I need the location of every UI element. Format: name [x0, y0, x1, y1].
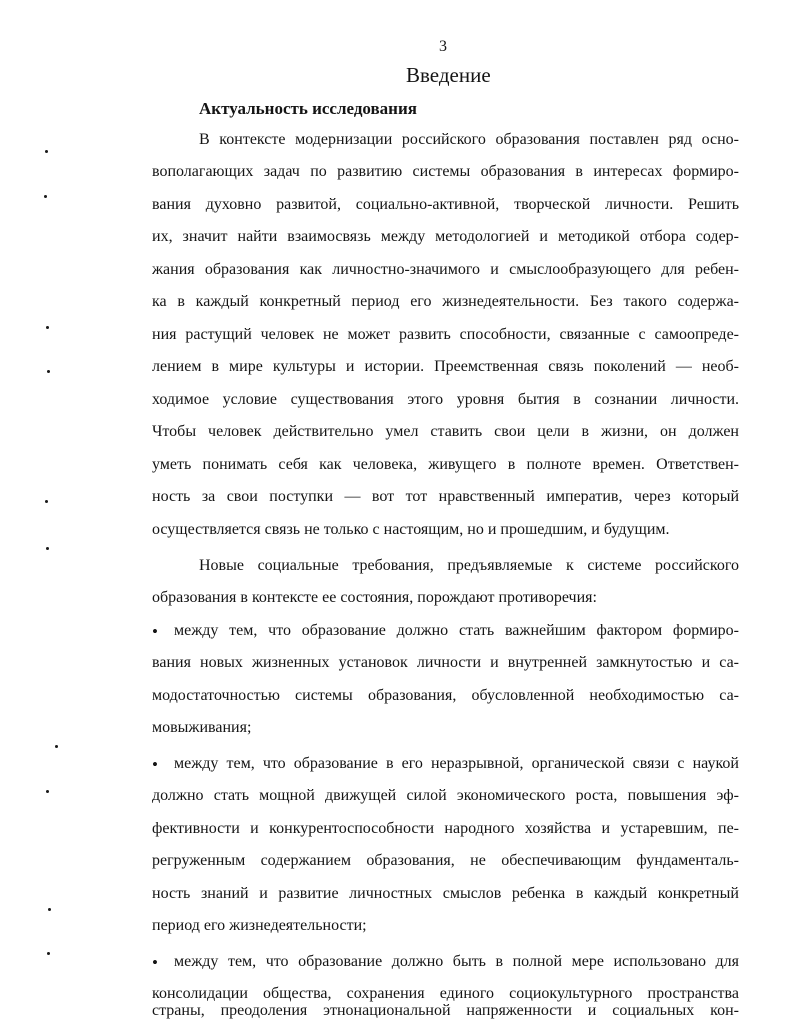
bullet-line: регруженным содержанием образования, не обеспечивающим фундаменталь- [152, 852, 739, 869]
paragraph-line: жания образования как личностно-значимого и смыслообразующего для ребен- [152, 261, 739, 278]
bullet-line: период его жизнедеятельности; [152, 917, 367, 934]
paragraph-line: Чтобы человек действительно умел ставить свои цели в жизни, он должен [152, 423, 739, 440]
scan-speck [46, 547, 49, 550]
paragraph-line: их, значит найти взаимосвязь между методологией и методикой отбора содер- [152, 228, 739, 245]
paragraph-line: образования в контексте ее состояния, порождают противоречия: [152, 589, 597, 606]
section-heading: Актуальность исследования [199, 99, 417, 118]
bullet-line: между тем, что образование должно быть в полной мере использовано для [174, 953, 739, 970]
bullet-icon: • [152, 755, 158, 774]
scan-speck [45, 150, 48, 153]
bullet-line: вания новых жизненных установок личности и внутренней замкнутостью и са- [152, 654, 739, 671]
paragraph-line: уметь понимать себя как человека, живущего в полноте времен. Ответствен- [152, 456, 739, 473]
scan-speck [45, 500, 48, 503]
page-title: Введение [406, 63, 491, 87]
bullet-line: мовыживания; [152, 719, 252, 736]
scan-speck [47, 952, 50, 955]
paragraph-line: ка в каждый конкретный период его жизнедеятельности. Без такого содержа- [152, 293, 739, 310]
paragraph-line: осуществляется связь не только с настоящим, но и прошедшим, и будущим. [152, 521, 670, 538]
bullet-icon: • [152, 622, 158, 641]
paragraph-line: ния растущий человек не может развить способности, связанные с самоопреде- [152, 326, 739, 343]
paragraph-line: ность за свои поступки — вот тот нравственный императив, через который [152, 488, 739, 505]
bullet-line: ность знаний и развитие личностных смыслов ребенка в каждый конкретный [152, 885, 739, 902]
paragraph-line: лением в мире культуры и истории. Преемственная связь поколений — необ- [152, 358, 739, 375]
scan-speck [46, 326, 49, 329]
scan-speck [55, 745, 58, 748]
paragraph-line: вополагающих задач по развитию системы образования в интересах формиро- [152, 163, 739, 180]
scan-speck [47, 370, 50, 373]
bullet-icon: • [152, 953, 158, 972]
paragraph-line: В контексте модернизации российского образования поставлен ряд осно- [199, 131, 739, 148]
bullet-line: между тем, что образование должно стать важнейшим фактором формиро- [174, 622, 739, 639]
scan-speck [48, 908, 51, 911]
bullet-line: фективности и конкурентоспособности народного хозяйства и устаревшим, пе- [152, 820, 739, 837]
bullet-line: между тем, что образование в его неразрывной, органической связи с наукой [174, 755, 739, 772]
scan-speck [46, 790, 49, 793]
bullet-line: страны, преодоления этнонациональной напряженности и социальных кон- [152, 1002, 739, 1019]
paragraph-line: вания духовно развитой, социально-активной, творческой личности. Решить [152, 196, 739, 213]
paragraph-line: ходимое условие существования этого уровня бытия в сознании личности. [152, 391, 739, 408]
page-number: 3 [439, 38, 447, 55]
bullet-line: должно стать мощной движущей силой экономического роста, повышения эф- [152, 787, 739, 804]
paragraph-line: Новые социальные требования, предъявляемые к системе российского [199, 557, 739, 574]
bullet-line: консолидации общества, сохранения единого социокультурного пространства [152, 985, 739, 1002]
bullet-line: модостаточностью системы образования, обусловленной необходимостью са- [152, 687, 739, 704]
scan-speck [44, 195, 47, 198]
